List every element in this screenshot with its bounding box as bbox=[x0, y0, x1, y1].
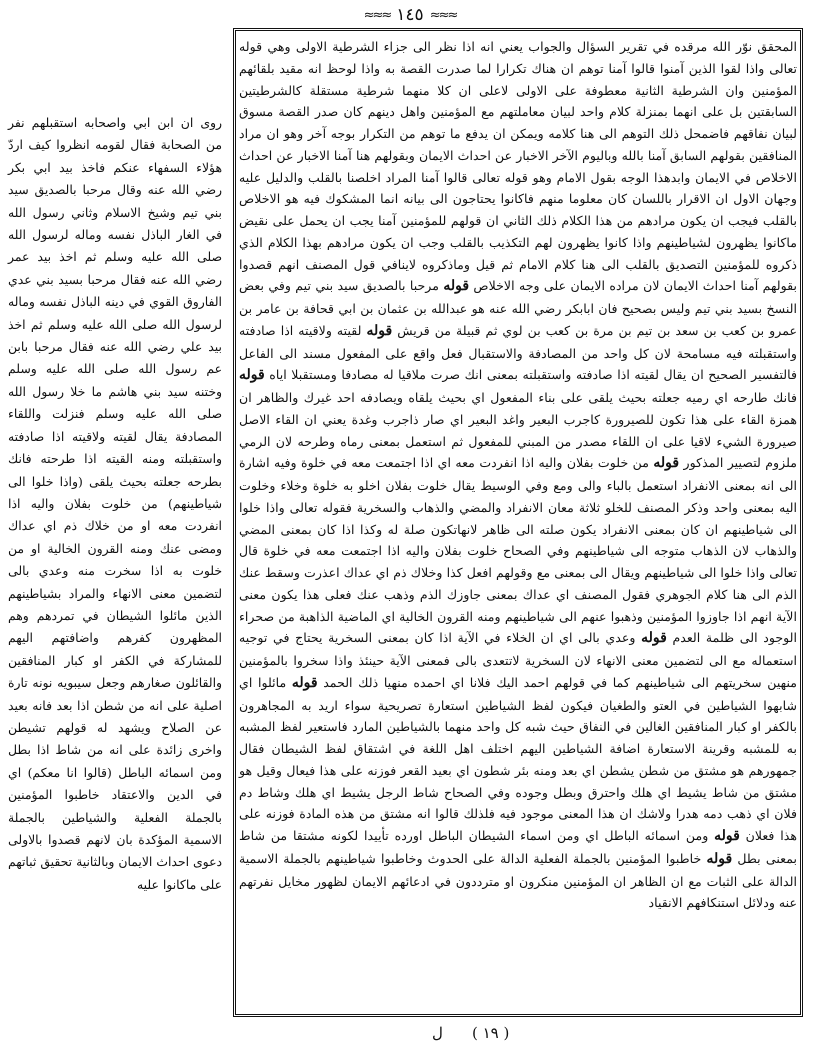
commentary-paragraph: ومن اسمائه الباطل اي ومن اسماء الشيطان الباطل اورده تأييدا لكونه مشتقا من شاط بمعنى بطل bbox=[239, 828, 797, 866]
qawluhu-marker: قوله bbox=[443, 278, 470, 295]
margin-text: روى ان ابن ابي واصحابه استقبلهم نفر من الصحابة فقال لقومه انظروا كيف اردّ هؤلاء السفهاء عنكم فاخذ بيد ابي بكر رضي الله عنه وقال مرحبا بالصديق سيد بني تيم وشيخ الاسلام وثاني رسول الله في الغار الباذل نفسه وماله لرسول الله صلى الله عليه وسلم ثم اخذ بيد عمر رضي الله عنه فقال مرحبا بسيد بني عدي الفاروق القوي في دينه الباذل نفسه وماله لرسول الله صلى الله عليه وسلم ثم اخذ بيد علي رضي الله عنه فقال مرحبا بابن عم رسول الله صلى الله عليه وسلم وختنه سيد بني هاشم ما خلا رسول الله صلى الله عليه وسلم فنزلت واللقاء المصادفة يقال لقيته ولاقيته اذا صادفته واستقبلته ومنه القيته اذا طرحته فانك بطرحه جعلته بحيث يلقى (واذا خلوا الى شياطينهم) من خلوت بفلان واليه اذا انفردت معه او من خلاك ذم اي عداك ومضى عنك ومنه القرون الخالية او من خلوت به اذا سخرت منه وعدي بالى لتضمين معنى الانهاء والمراد بشياطينهم الذين مائلوا الشيطان في تمردهم وهم المظهرون كفرهم واضافتهم اليهم للمشاركة في الكفر او كبار المنافقين والقائلون صغارهم وجعل سيبويه نونه تارة اصلية على انه من شطن اذا بعد فانه بعيد عن الصلاح ويشهد له قولهم تشيطن واخرى زائدة على انه من شاط اذا بطل ومن اسمائه الباطل (قالوا انا معكم) اي في الدين والاعتقاد خاطبوا المؤمنين بالجملة الفعلية والشياطين بالجملة الاسمية المؤكدة بان لانهم قصدوا بالاولى دعوى احداث الايمان وبالثانية تحقيق ثباتهم على ماكانوا عليه bbox=[8, 115, 222, 892]
commentary-paragraph: وعدي بالى اي ان الخلاء في الآية اذا كان بمعنى السخرية يحتاج في توجيه استعماله مع الى لتضمين معنى الانهاء لان السخرية لاتتعدى بالى فمعنى الآية حينئذ واذا سخروا بالمؤمنين منهين سخريتهم الى شياطينهم كما في قولهم احمد اليك فلانا اي احمده منهيا ذلك الحمد bbox=[239, 630, 797, 690]
commentary-paragraph: مائلوا اي شابهوا الشياطين في العتو والطغيان فيكون لفظ الشياطين استعارة تصريحية سواء اريد به المجاهرون بالكفر او كبار المنافقين الغالين في النفاق حيث شبه كل واحد منهما بالشياطين المارد فاستعير لفظ المشبه به للمشبه وقرينة الاستعارة اضافة الشياطين اليهم اختلف اهل اللغة في اشتقاق لفظ الشيطان فقال جمهورهم هو مشتق من شطن يشطن اي بعد ومنه بئر شطون اي بعيد القعر فوزنه على هذا فيعال وقيل هو مشتق من شاط يشيط اي هلك واحترق وبطل وجوده وفي الصحاح شاط الرجل يشيط اي هلك وشاط دم فلان اي ذهب دمه هدرا ولاشك ان هذا المعنى موجود فيه فلذلك قالوا انه مشتق من هذه المادة فوزنه على هذا فعلان bbox=[239, 674, 797, 843]
margin-text-column bbox=[8, 112, 222, 892]
page-header bbox=[0, 2, 820, 28]
page-number: ١٤٥ bbox=[396, 5, 424, 25]
ornament-left-icon: ≈≈≈ bbox=[363, 7, 391, 23]
qawluhu-marker: قوله bbox=[291, 674, 318, 691]
commentary-paragraph: المحقق نوّر الله مرقده في تقرير السؤال والجواب يعني انه اذا نظر الى جزاء الشرطية الاولى وهي قوله تعالى واذا لقوا الذين آمنوا قالوا آمنا توهم ان هناك تكرارا لما صدرت القصة به واذا لوحظ انه مقيد بلقائهم المؤمنين وان الشرطية الثانية معطوفة على الاولى لاعلى ان كلا منهما شرطية مستقلة كالشرطيتين السابقتين بل على انهما بمنزلة كلام واحد لبيان معاملتهم مع المؤمنين واهل دينهم كان صدر القصة مسوق لبيان نفاقهم فاضمحل ذلك التوهم الى هنا كلامه ويمكن ان يدفع ما توهم من التكرار بوجه آخر وهو ان مراد المنافقين بقولهم السابق آمنا بالله وباليوم الآخر الاخبار عن احداث الايمان وبقولهم هنا آمنا الاخبار عن احداث الاخلاص في الايمان وابدهذا الوجه بقول الامام وهو قوله تعالى قالوا آمنا المراد اخلصنا بالقلب والدليل عليه وجهان الاول ان الاقرار باللسان كان معلوما منهم فاكانوا يحتاجون الى بيانه انما المشكوك فيه هو الاخلاص بالقلب فيجب ان يكون مرادهم من هذا الكلام ذلك الثاني ان قولهم للمؤمنين آمنا يجب ان يحمل على نقيض ماكانوا يظهرون لشياطينهم واذا كانوا يظهرون لهم التكذيب بالقلب وجب ان يكون مرادهم بهذا الكلام الذي ذكروه للمؤمنين التصديق بالقلب الى هنا كلام الامام ثم قيل وماذكروه لاينافي قول المصنف انهم قصدوا بقولهم آمنا احداث الايمان لان مراده الايمان على وجه الاخلاص bbox=[239, 39, 797, 294]
qawluhu-marker: قوله bbox=[706, 850, 733, 867]
commentary-paragraph: من خلوت بفلان واليه اذا انفردت معه اي اذا اجتمعت معه في خلوة وفيه اشارة الى انه بمعنى الانفراد استعمل بالباء والى ومع وفي الوسيط يقال خلوت بفلان اخلو به خلوة وخلاء وخلوت اليه بمعنى واحد وذكر المصنف للخلو ثلاثة معان الانفراد والمضي والذهاب والسخرية فقوله تعالى واذا خلوا الى شياطينهم ان كان بمعنى الانفراد يكون صلته الى ظاهر لانهاتكون صلة له وكذا اذا كان بمعنى المضي والذهاب لان الذهاب متوجه الى شياطينهم وفي الصحاح خلوت بفلان واليه اذا اجتمعت معه في خلوة قال تعالى واذا خلوا الى شياطينهم ويقال الى بمعنى مع وقولهم افعل كذا وخلاك ذم اي عداك اعذرت وسقط عنك الذم الى هنا كلام الجوهري فقول المصنف اي عداك بمعنى جاوزك الذم وذهب عنك فعلى هذا يكون معنى الآية انهم اذا جاوزوا المؤمنين وذهبوا عنهم الى شياطينهم ومنه القرون الخالية اي الماضية الذاهبة من صحراء الوجود الى ظلمة العدم bbox=[239, 455, 797, 646]
qawluhu-marker: قوله bbox=[366, 322, 393, 339]
ornament-right-icon: ≈≈≈ bbox=[429, 7, 457, 23]
folio-number: ( ١٩ ) bbox=[472, 1024, 510, 1042]
qawluhu-marker: قوله bbox=[641, 630, 667, 647]
commentary-paragraph: مرحبا بالصديق سيد بني تيم وفي بعض النسخ بسيد بني تيم وليس بصحيح فان ابابكر رضي الله عنه هو عبدالله بن عثمان بن ابي قحافة بن عامر بن عمرو بن كعب بن سعد بن تيم بن مرة بن كعب بن لوي ثم قبيلة من قريش bbox=[239, 278, 797, 338]
commentary-paragraph: فيه مسامحة لان كل واحد من المصادفة والاستقبال فعل واقع على المفعول مسند الى الفاعل فالتفسير الصحيح ان يقال لقيته اذا صادفته واستقبلته بمعنى انك صرت ملاقيا له مصادفا ومستقبلا اياه bbox=[239, 345, 797, 383]
qawluhu-marker: قوله bbox=[239, 367, 265, 384]
qawluhu-marker: قوله bbox=[714, 828, 740, 844]
signature-mark: ل bbox=[432, 1024, 443, 1042]
commentary-paragraph: فانك طارحه اي رميه جعلته بحيث يلقى على بناء المفعول اي بحيث يلقاه ويصادفه احد غيرك والظاهر ان همزة القاء على هذا تكون للصيرورة كاجرب البعير واغد البعير اي صار ذاجرب وغدة يعني ان القاء الاصل صيرورة الشيء لاقيا على ان اللقاء مصدر من المبني للمفعول ثم استعمل بمعنى رماه وطرحه لان الرمي ملزوم لتصيير المذكور bbox=[239, 390, 797, 471]
commentary-paragraph: لقيته ولاقيته اذا صادفته واستقبلته bbox=[239, 322, 797, 361]
commentary-paragraph: خاطبوا المؤمنين بالجملة الفعلية الدالة على الحدوث وخاطبوا شياطينهم بالجملة الاسمية الدالة على الثبات مع ان الظاهر ان المؤمنين منكرون او مترددون في ادعائهم الايمان لظهور مخايل نفرتهم عنه ودلائل استنكافهم الانقياد bbox=[239, 850, 797, 911]
qawluhu-marker: قوله bbox=[653, 455, 680, 472]
page-footer bbox=[0, 1022, 820, 1048]
commentary-column bbox=[239, 36, 797, 1011]
